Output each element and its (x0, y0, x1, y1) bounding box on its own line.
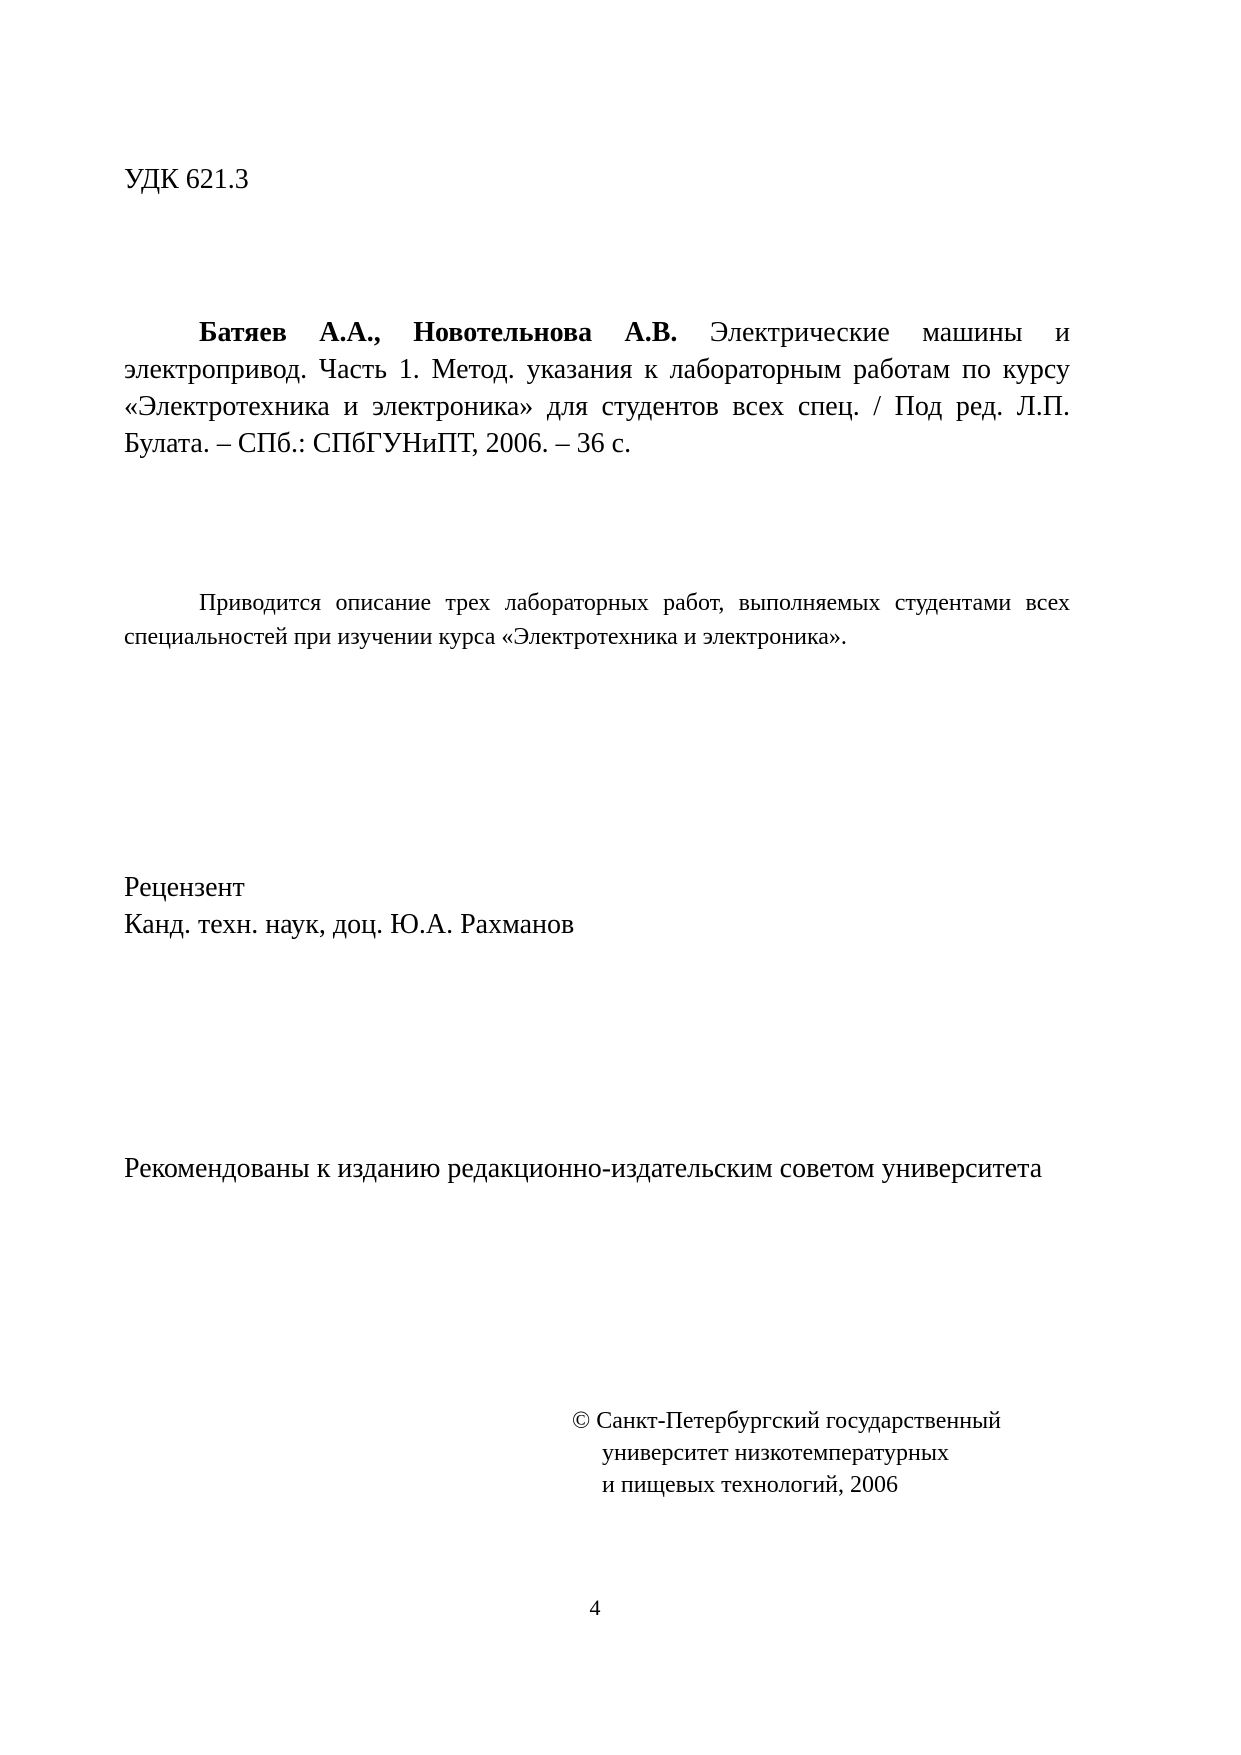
udk-code: УДК 621.3 (124, 164, 249, 195)
recommendation-section (124, 1150, 1070, 1187)
authors: Батяев А.А., Новотельнова А.В. (199, 317, 678, 348)
bibliographic-description: Электрические машины и электропривод. Часть 1. Метод. указания к лабораторным работам по курсу «Электротехника и электроника» для студентов всех спец. / Под ред. Л.П. Булата. – СПб.: СПбГУНиПТ, 2006. – 36 с. (124, 317, 1071, 459)
reviewer-name: Канд. техн. наук, доц. Ю.А. Рахманов (124, 909, 575, 940)
recommendation-text: Рекомендованы к изданию редакционно-издательским советом университета (124, 1153, 1043, 1184)
reviewer-section (124, 869, 1070, 943)
reviewer-label: Рецензент (124, 872, 245, 903)
annotation: Приводится описание трех лабораторных работ, выполняемых студентами всех специальностей при изучении курса «Электротехника и электроника». (124, 590, 1070, 650)
copyright-line-1: © Санкт-Петербургский государственный (572, 1408, 1001, 1434)
bibliographic-record (124, 314, 1070, 462)
copyright-line-2: университет низкотемпературных (602, 1440, 949, 1466)
copyright-line-3: и пищевых технологий, 2006 (602, 1472, 898, 1498)
copyright-notice (572, 1405, 1092, 1501)
page-number: 4 (589, 1595, 601, 1620)
